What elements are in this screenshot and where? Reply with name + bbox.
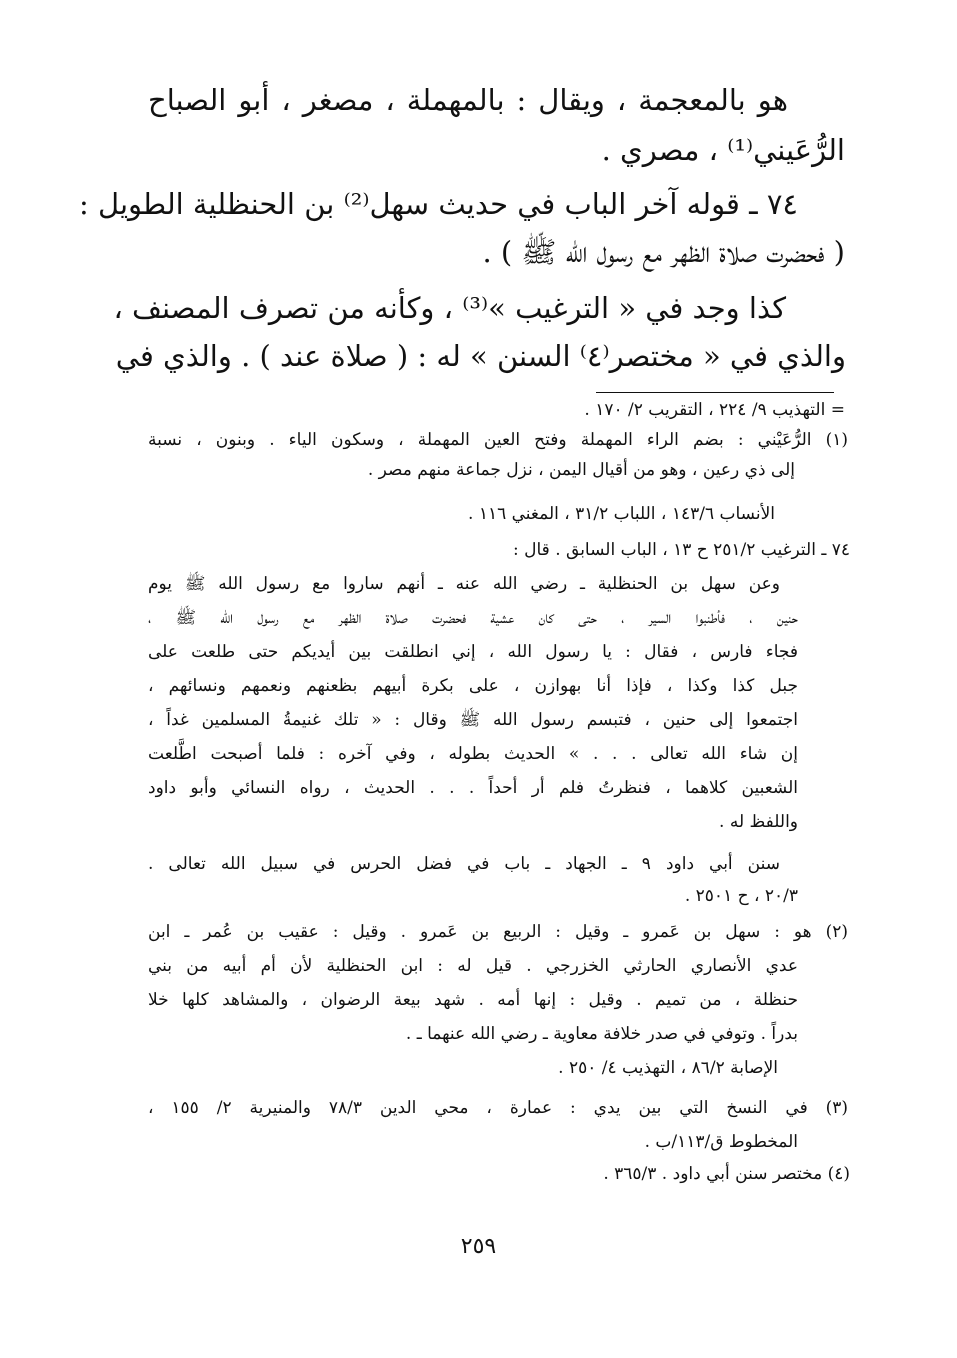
main-text-line: والذي في « مختصر⁽٤⁾ السنن » له : ( صلاة عند ) . والذي في — [115, 339, 846, 373]
footnote-line: إن شاء الله تعالى . . . » الحديث بطوله ، وفي آخره : فلما أصبحت اطَّلعت — [148, 744, 798, 764]
footnote-line: اجتمعوا إلى حنين ، فتبسم رسول الله ﷺ وقال : « تلك غنيمةُ المسلمين غداً ، — [148, 710, 798, 730]
page-number: ٢٥٩ — [460, 1234, 497, 1259]
footnote-line: فجاء فارس ، فقال : يا رسول الله ، إني انطلقت بين أيديكم حتى طلعت على — [148, 642, 798, 662]
footnote-line: الأنساب ١٤٣/٦ ، اللباب ٣١/٢ ، المغني ١١٦ . — [468, 504, 775, 524]
footnote-line: واللفظ له . — [719, 812, 798, 832]
main-text-line: ٧٤ ـ قوله آخر الباب في حديث سهل⁽²⁾ بن الحنظلية الطويل : — [79, 187, 798, 221]
footnote-line: حنين ، فأطنبوا السير ، حتى كان عشية فحضرت صلاة الظهر مع رسول الله ﷺ ، — [148, 608, 798, 628]
footnote-separator — [596, 392, 834, 393]
footnote-line: عدي الأنصاري الحارثي الخزرجي . قيل له : ابن الحنظلية لأن أم أبيه من بني — [148, 956, 798, 976]
footnote-line: المخطوط ق/١١٣/ب . — [644, 1132, 798, 1152]
footnote-line: الإصابة ٨٦/٢ ، التهذيب ٤/ ٢٥٠ . — [558, 1058, 778, 1078]
footnote-line: سنن أبي داود ٩ ـ الجهاد ـ باب في فضل الحرس في سبيل الله تعالى . — [148, 854, 780, 874]
footnote-line: ٢٠/٣ ، ح ٢٥٠١ . — [684, 886, 798, 906]
footnote-line: (٢) هو : سهل بن عَمرو ـ وقيل : الربيع بن عَمرو . وقيل : عقيب بن عُمر ـ ابن — [148, 922, 848, 942]
footnote-line: بدراً . وتوفي في صدر خلافة معاوية ـ رضي الله عنهما ـ . — [405, 1024, 798, 1044]
main-text-line: ( فحضرت صلاة الظهر مع رسول الله ﷺ ) . — [482, 235, 845, 269]
footnote-line: ٧٤ ـ الترغيب ٢٥١/٢ ح ١٣ ، الباب السابق . قال : — [513, 540, 850, 560]
footnote-line: حنظلة ، من تميم . وقيل : إنها أمه . شهد بيعة الرضوان ، والمشاهد كلها خلا — [148, 990, 798, 1010]
footnote-line: (١) الرُّعَيْني : بضم الراء المهملة وفتح العين المهملة ، وسكون الياء . وبنون ، نسبة — [148, 430, 848, 450]
footnote-line: = التهذيب ٩/ ٢٢٤ ، التقريب ٢/ ١٧٠ . — [584, 400, 845, 420]
footnote-line: جبل كذا وكذا ، فإذا أنا بهوازن ، على بكرة أبيهم بظعنهم ونعمهم ونسائهم ، — [148, 676, 798, 696]
footnote-line: (٤) مختصر سنن أبي داود . ٣٦٥/٣ . — [603, 1164, 850, 1184]
main-text-line: كذا وجد في « الترغيب »⁽³⁾ ، وكأنه من تصرف المصنف ، — [113, 291, 786, 325]
main-text-line: الرُّعَيني⁽¹⁾ ، مصري . — [601, 133, 845, 167]
footnote-line: وعن سهل بن الحنظلية ـ رضي الله عنه ـ أنهم ساروا مع رسول الله ﷺ يوم — [148, 574, 780, 594]
footnote-line: إلى ذي رعين ، وهو من أقيال اليمن ، نزل جماعة منهم مصر . — [367, 460, 795, 480]
main-text-line: هو بالمعجمة ، ويقال : بالمهملة ، مصغر ، أبو الصباح — [148, 83, 788, 117]
footnote-line: الشعبين كلاهما ، فنظرتُ فلم أر أحداً . . . الحديث ، رواه النسائي وأبو داود — [148, 778, 798, 798]
footnote-line: (٣) في النسخ التي بين يدي : عمارة ، محي الدين ٧٨/٣ والمنيرية ٢/ ١٥٥ ، — [148, 1098, 849, 1118]
